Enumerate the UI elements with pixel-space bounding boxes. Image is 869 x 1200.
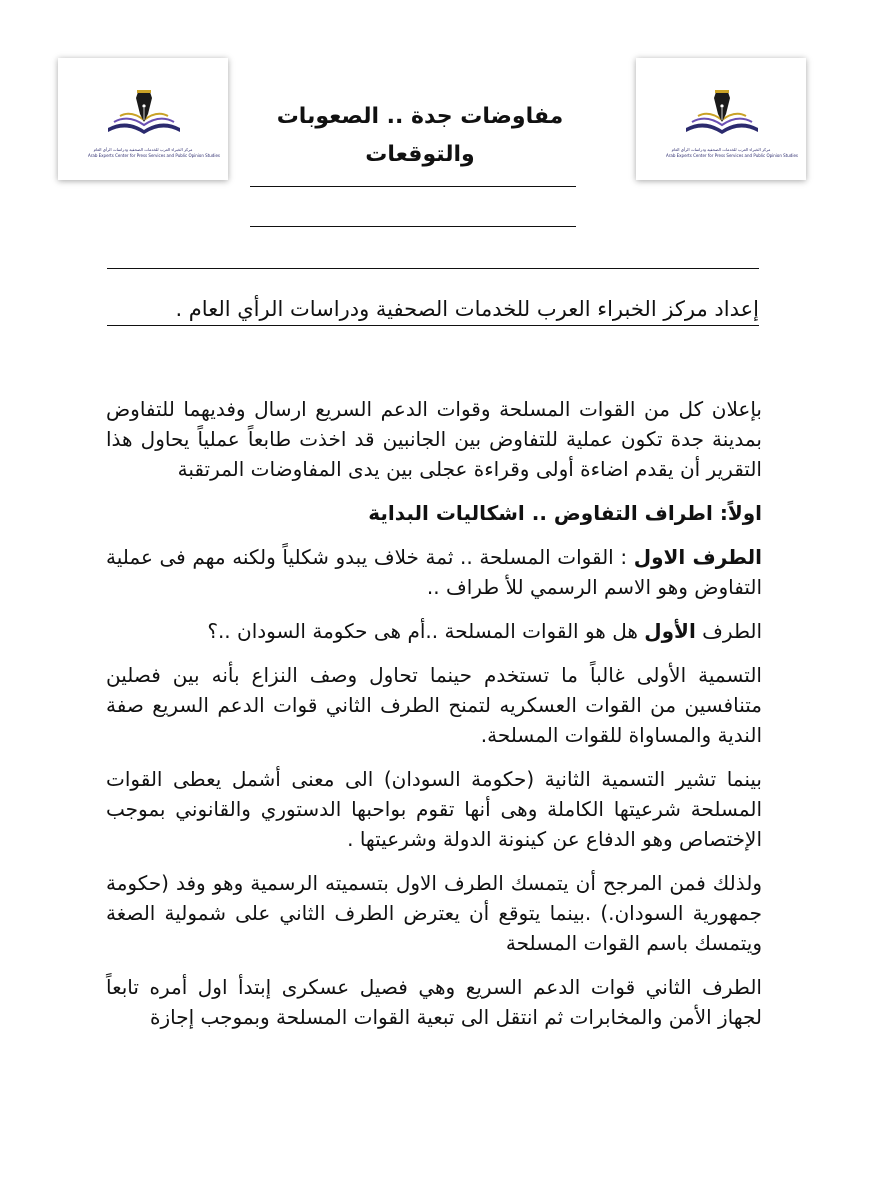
prepared-by: إعداد مركز الخبراء العرب للخدمات الصحفية ودراسات الرأي العام .: [175, 297, 759, 321]
pen-book-logo-icon: [676, 88, 768, 144]
intro-paragraph: بإعلان كل من القوات المسلحة وقوات الدعم السريع ارسال وفديهما للتفاوض بمدينة جدة تكون عملية للتفاوض بين الجانبين قد اخذت طابعاً عملياً يحاول هذا التقرير أن يقدم اضاءة أولى وقراءة عجلى بين يدى المفاوضات المرتقبة: [106, 397, 762, 481]
question-text: هل هو القوات المسلحة ..أم هى حكومة السودان ..؟: [207, 619, 638, 643]
title-underline-1: [250, 186, 576, 187]
paragraph-party-one: [106, 542, 762, 602]
section-heading: اولاً: اطراف التفاوض .. اشكاليات البداية: [368, 501, 762, 525]
document-body: [106, 394, 762, 1046]
paragraph-question: [106, 616, 762, 646]
logo-left-caption-en: Arab Experts Center for Press Services and Public Opinion Studies: [88, 153, 220, 158]
divider-bottom: [107, 325, 759, 326]
paragraph-likely-position: ولذلك فمن المرجح أن يتمسك الطرف الاول بتسميته الرسمية وهو وفد (حكومة جمهورية السودان.) .بينما يتوقع أن يعترض الطرف الثاني على شمولية الصغة ويتمسك باسم القوات المسلحة: [106, 871, 762, 955]
logo-right-caption-en: Arab Experts Center for Press Services and Public Opinion Studies: [666, 153, 798, 158]
logo-right: [636, 58, 806, 180]
title-line-2: والتوقعات: [365, 142, 475, 167]
page-title: [250, 98, 590, 174]
logo-right-caption: مركز الخبراء العرب للخدمات الصحفية ودراسات الرأي العام: [671, 147, 771, 152]
divider-top: [107, 268, 759, 269]
question-label: الأول: [644, 619, 696, 643]
pen-book-logo-icon: [98, 88, 190, 144]
party-one-text: : القوات المسلحة .. ثمة خلاف يبدو شكلياً ولكنه مهم فى عملية التفاوض وهو الاسم الرسمي للأ طراف ..: [106, 545, 762, 599]
logo-left: [58, 58, 228, 180]
title-underline-2: [250, 226, 576, 227]
question-pre: الطرف: [702, 619, 762, 643]
paragraph-first-naming: التسمية الأولى غالباً ما تستخدم حينما تحاول وصف النزاع بأنه بين فصلين متنافسين من القوات العسكريه لتمنح الطرف الثاني قوات الدعم السريع صفة الندية والمساواة للقوات المسلحة.: [106, 663, 762, 747]
party-one-label: الطرف الاول: [633, 545, 762, 569]
logo-left-caption: مركز الخبراء العرب للخدمات الصحفية ودراسات الرأي العام: [93, 147, 193, 152]
paragraph-party-two: الطرف الثاني قوات الدعم السريع وهي فصيل عسكرى إبتدأ اول أمره تابعاً لجهاز الأمن والمخابرات ثم انتقل الى تبعية القوات المسلحة وبموجب إجازة: [106, 975, 762, 1029]
paragraph-second-naming: بينما تشير التسمية الثانية (حكومة السودان) الى معنى أشمل يعطى القوات المسلحة شرعيتها الكاملة وهى أنها تقوم بواحبها الدستوري والقانوني بموجب الإختصاص وهو الدفاع عن كينونة الدولة وشرعيتها .: [106, 767, 762, 851]
title-line-1: مفاوضات جدة .. الصعوبات: [276, 104, 564, 129]
